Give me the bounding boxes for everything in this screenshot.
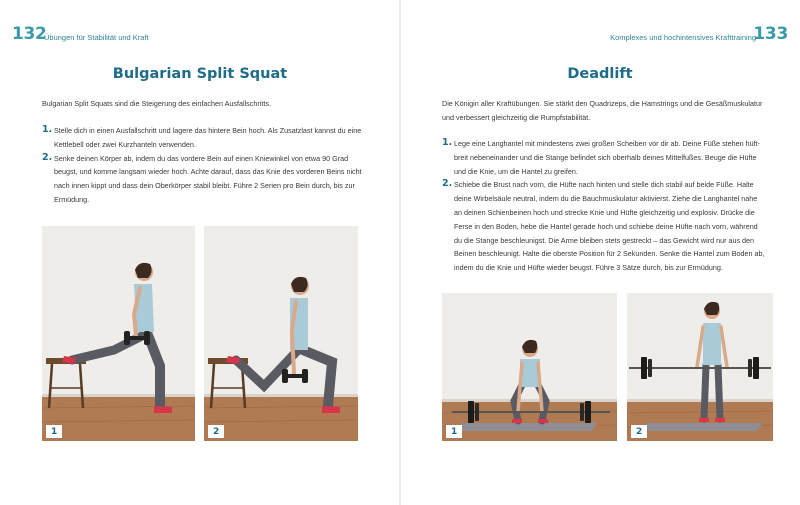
- step-line: du die Stange beschleunigst. Die Arme bleiben stets gestreckt – das Gewicht wird nur aus den: [454, 235, 755, 245]
- split-squat-start-illustration: [42, 226, 195, 441]
- step-line: an deinen Schienbeinen hoch und strecke Knie und Hüfte gleichzeitig und explosiv. Drücke die: [454, 207, 755, 217]
- photo-label: 1: [46, 425, 62, 438]
- step-line: Beinen beschleunigt. Halte die oberste Position für 2 Sekunden. Senke die Hantel zum Boden ab,: [454, 249, 765, 259]
- deadlift-start-photo: [442, 293, 617, 441]
- photo-label: 2: [208, 425, 224, 438]
- split-squat-start-photo: [42, 226, 195, 441]
- exercise-title: Deadlift: [567, 66, 633, 82]
- page-number: 132: [12, 24, 47, 44]
- page-number: 133: [753, 24, 788, 44]
- step-line: Stelle dich in einen Ausfallschritt und lagere das hintere Bein hoch. Als Zusatzlast kannst du eine: [54, 126, 362, 135]
- step-line: deine Wirbelsäule neutral, indem du die Bauchmuskulatur aktivierst. Ziehe die Langhantel nahe: [454, 194, 758, 204]
- split-squat-lowered-illustration: [204, 226, 358, 441]
- deadlift-start-illustration: [442, 293, 617, 441]
- step-number: 2.: [442, 178, 453, 190]
- step-line: nach innen kippt und dass dein Oberkörper stabil bleibt. Führe 2 Serien pro Bein durch, bis zur: [54, 181, 355, 191]
- running-head: Komplexes und hochintensives Krafttraining: [610, 33, 756, 42]
- step-line: beugst, und komme langsam wieder hoch. Achte darauf, dass das Knie des vorderen Beins nicht: [54, 167, 362, 177]
- step-line: Senke deinen Körper ab, indem du das vordere Bein auf einen Kniewinkel von etwa 90 Grad: [54, 153, 349, 163]
- instruction-step: [42, 124, 372, 152]
- step-line: indem du die Knie und Hüfte wieder beugst. Führe 3 Sätze durch, bis zur Ermüdung.: [454, 263, 723, 273]
- photo-label: 2: [631, 425, 647, 438]
- deadlift-top-photo: [627, 293, 773, 441]
- step-number: 2.: [42, 151, 53, 163]
- deadlift-top-illustration: [627, 293, 773, 441]
- instruction-steps: [42, 124, 372, 207]
- split-squat-lowered-photo: [204, 226, 358, 441]
- intro-line: und verbessert gleichzeitig die Rumpfstabilität.: [442, 112, 591, 122]
- photo-label: 1: [446, 425, 462, 438]
- step-line: Schiebe die Brust nach vorn, die Hüfte nach hinten und stelle dich stabil auf beide Füße. Halte: [454, 180, 754, 190]
- step-number: 1.: [442, 137, 453, 148]
- step-line: Ferse in den Boden, hebe die Hantel gerade hoch und schiebe deine Hüfte nach vorn, während: [454, 221, 758, 231]
- instruction-step: [442, 137, 792, 178]
- step-line: Ermüdung.: [54, 194, 90, 204]
- instruction-step: [442, 178, 792, 275]
- instruction-steps: [442, 137, 792, 275]
- instruction-step: [42, 152, 372, 207]
- step-line: und die Knie, um die Hantel zu greifen.: [454, 166, 578, 176]
- exercise-title: Bulgarian Split Squat: [112, 66, 288, 82]
- step-line: Kettlebell oder zwei Kurzhanteln verwenden.: [54, 139, 196, 149]
- step-line: breit nebeneinander und die Stange befindet sich oberhalb deines Mittelfußes. Beuge die Hüfte: [454, 152, 757, 162]
- exercise-intro: Bulgarian Split Squats sind die Steigerung des einfachen Ausfallschritts.: [42, 99, 271, 108]
- step-line: Lege eine Langhantel mit mindestens zwei großen Scheiben vor dir ab. Deine Füße stehen hüft-: [454, 139, 761, 148]
- right-page: [400, 0, 800, 505]
- step-number: 1.: [42, 124, 53, 135]
- exercise-intro: [442, 97, 792, 124]
- intro-line: Die Königin aller Kraftübungen. Sie stärkt den Quadrizeps, die Hamstrings und die Gesäßmuskulatur: [442, 99, 763, 108]
- running-head: Übungen für Stabilität und Kraft: [44, 33, 149, 42]
